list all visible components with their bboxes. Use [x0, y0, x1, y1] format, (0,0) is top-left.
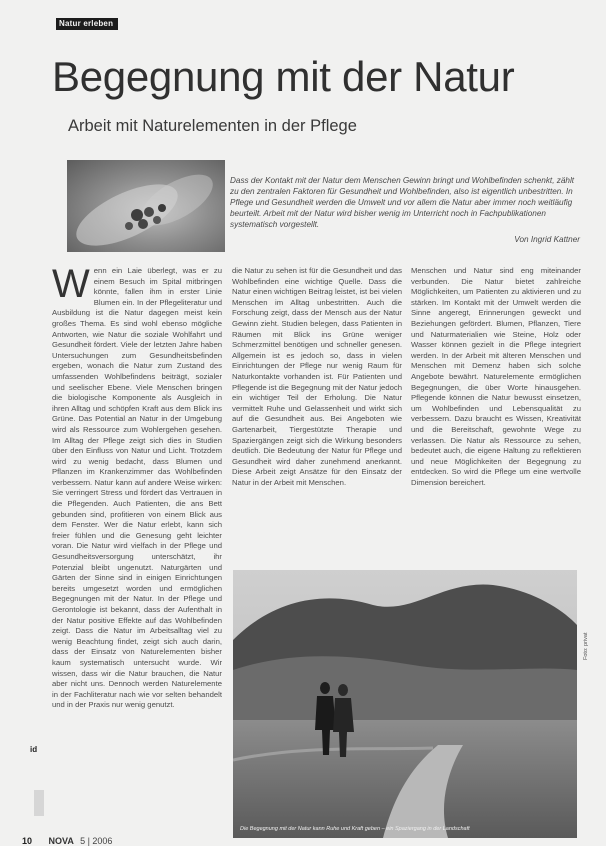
body-column-2: die Natur zu sehen ist für die Gesundheit und das Wohlbefinden eine wichtige Quelle. Dass die Natur einen wichtigen Beitrag leistet, ist bei vielen Menschen im Alltag unbestritten. Auch die Forschung zeigt, dass der Mensch aus der Natur Gewinn zieht. Studien belegen, dass Patienten in Räumen mit Blick ins Grüne weniger Schmerzmittel benötigen und schneller genesen. Allgemein ist es jedoch so, dass in vielen Einrichtungen der Pflege nur wenig Raum für Naturkontakte vorhanden ist. Für Patienten und Pflegende ist die Begegnung mit der Natur jedoch ein wichtiger Teil der Erholung. Die Natur vermittelt Ruhe und Gelassenheit und wirkt sich auf die Gesundheit aus. Bei Angeboten wie Gartenarbeit, Tiergestützte Therapie und Spaziergängen zeigt sich die Wirkung besonders deutlich. Die Bedeutung der Natur für Pflege und Gesundheit wird daher zunehmend anerkannt. Diese Arbeit zeigt Ansätze für den Einsatz der Natur in der Arbeit mit Menschen. [232, 266, 402, 487]
page-footer [22, 836, 112, 846]
body-column-1 [52, 266, 222, 814]
landscape-illustration [233, 570, 577, 838]
couple-walking-photo [233, 570, 577, 838]
page-title: Begegnung mit der Natur [52, 53, 515, 100]
margin-bar [34, 790, 44, 816]
issue-number: 5 | 2006 [80, 836, 113, 846]
body-column-3: Menschen und Natur sind eng miteinander verbunden. Die Natur bietet zahlreiche Möglichkeiten, um Patienten zu aktivieren und zu stärken. Im Kontakt mit der Umwelt werden die Sinne angeregt, Erinnerungen geweckt und Beziehungen gefördert. Blumen, Pflanzen, Tiere und Naturmaterialien wie Steine, Holz oder Wasser können gezielt in die Pflege integriert werden. In der Arbeit mit älteren Menschen und Menschen mit Demenz haben sich solche Angebote bewährt. Naturelemente ermöglichen Begegnungen, die über Worte hinausgehen. Pflegende können die Natur bewusst einsetzen, um Wohlbefinden und Lebensqualität zu verbessern. Dazu braucht es Wissen, Kreativität und die Bereitschaft, gewohnte Wege zu verlassen. Die Natur als Ressource zu sehen, bedeutet auch, die eigene Haltung zu reflektieren und neue Möglichkeiten der Begegnung zu entdecken. So wird die Pflege um eine wertvolle Dimension bereichert. [411, 266, 581, 487]
hands-stones-photo [67, 160, 225, 252]
magazine-name: NOVA [48, 836, 74, 846]
hands-stones-illustration [67, 160, 225, 252]
page-number: 10 [22, 836, 33, 846]
photo-caption: Die Begegnung mit der Natur kann Ruhe und Kraft geben – ein Spaziergang in der Landschaft [240, 826, 470, 832]
drop-cap: W [52, 266, 90, 306]
lead-paragraph: Dass der Kontakt mit der Natur dem Menschen Gewinn bringt und Wohlbefinden schenkt, zählt zu den zentralen Faktoren für Gesundheit und Wohlbefinden, also ist eigentlich unbestritten. In Pflege und Gesundheit werden die Umwelt und vor allem die Natur aber immer noch weitläufig beurteilt. Arbeit mit der Natur wird bisher wenig im Unterricht noch in Fachpublikationen systematisch vorgestellt. [230, 176, 575, 229]
photo-credit: Foto: privat [583, 632, 589, 660]
author-byline: Von Ingrid Kattner [514, 235, 580, 244]
margin-mark: id [30, 745, 38, 754]
page-subtitle: Arbeit mit Naturelementen in der Pflege [68, 117, 357, 135]
section-tag: Natur erleben [56, 18, 118, 30]
column-1-text: enn ein Laie überlegt, was er zu einem Besuch im Spital mitbringen könnte, fallen ihm in erster Linie Blumen ein. In der Pflegeliteratur und Ausbildung ist die Natur dagegen meist kein großes Thema. Es sind wohl ebenso mögliche Antworten, wie Natur die soziale Wohlfahrt und Gesundheit fördert. Viele der letzten Jahre haben Untersuchungen zum Gesundheitsbefinden ergeben, wonach die Natur zum Zustand des umfassenden Wohlbefindens beiträgt, sozialer und seelischer Ebene. Viele Menschen bringen die biologische Komponente als Ausgleich in ihren Alltag und schöpfen Kraft aus dem Blick ins Grüne. Das Potential an Natur in der Umgebung wird als Ressource zum Wohlergehen gesehen. Im Alltag der Pflege zeigt sich dies in Studien über den Einfluss von Natur und Licht. Trotzdem wird zu wenig bedacht, dass Blumen und Pflanzen im Krankenzimmer das Wohlbefinden verbessern. Natur kann auf andere Weise wirken: Sie verringert Stress und fördert das Vertrauen in die Pflegenden. Auch Patienten, die ans Bett gebunden sind, profitieren von einem Blick aus dem Fenster. Wer die Natur erlebt, kann sich freier fühlen und die Genesung geht leichter voran. Die Natur wird vielfach in der Pflege und Gesundheitsversorgung unterschätzt, ihr Potenzial bleibt ungenutzt. Naturgärten und Gärten der Sinne sind in einigen Einrichtungen bereits umgesetzt worden und ermöglichen Begegnungen mit der Natur. In der Pflege und Gerontologie ist bekannt, dass der Aufenthalt in der Natur positive Effekte auf das Wohlbefinden zeigt. Dass die Natur im Arbeitsalltag viel zu wenig Beachtung findet, zeigt sich auch darin, dass der Einsatz von Naturelementen bisher kaum systematisch untersucht wurde. Wir wissen, dass wir die Natur brauchen, die Natur aber nicht uns. Dennoch werden Naturelemente in der Fachliteratur nach wie vor selten behandelt und in der Praxis nur wenig genutzt. [52, 266, 222, 710]
